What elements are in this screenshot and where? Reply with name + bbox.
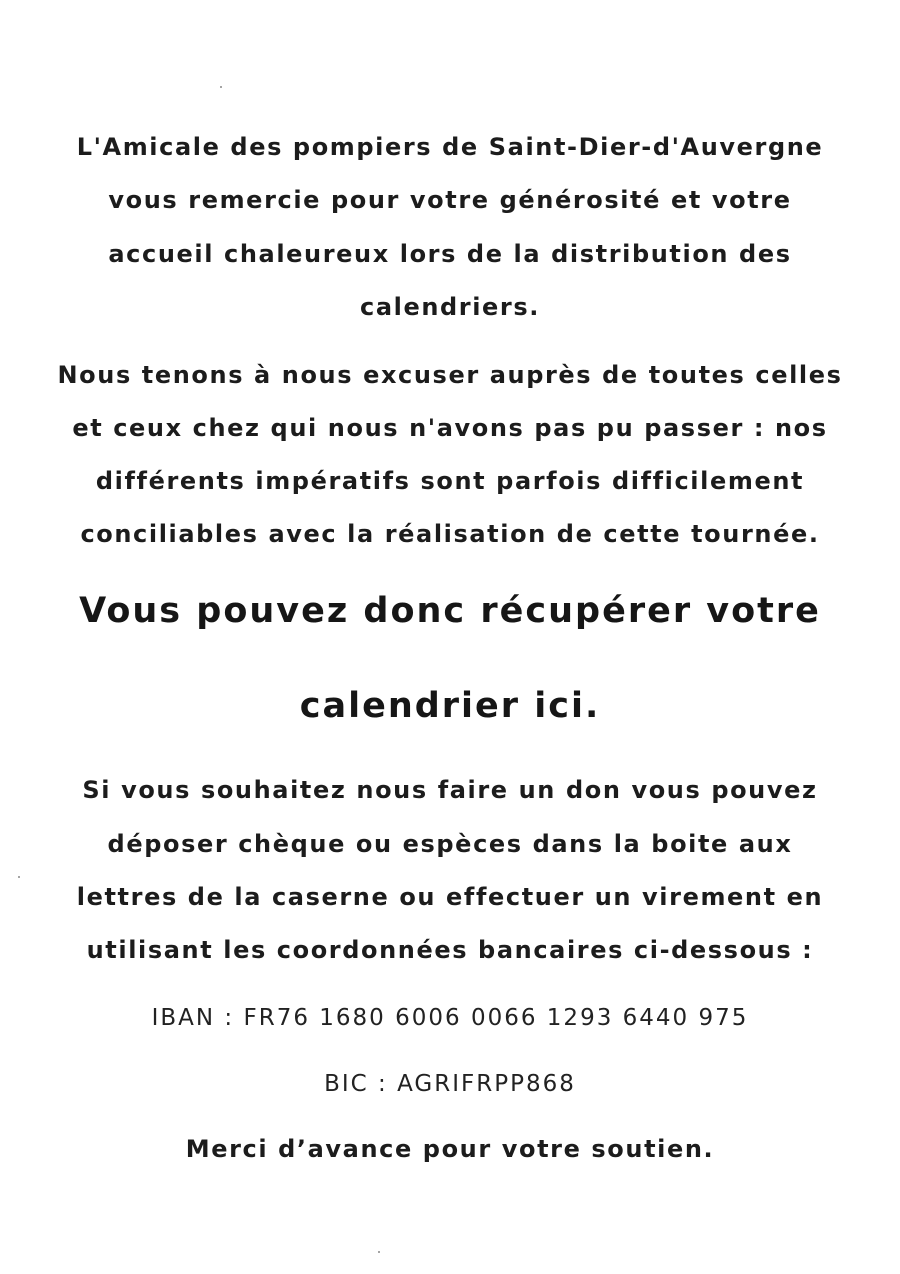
bic-line: BIC : AGRIFRPP868	[324, 1071, 576, 1097]
apology-line-1: Nous tenons à nous excuser auprès de toutes celles	[57, 361, 843, 389]
donation-line-3: lettres de la caserne ou effectuer un virement en	[76, 883, 824, 911]
scan-speck	[378, 1251, 380, 1253]
closing-line: Merci d’avance pour votre soutien.	[185, 1135, 715, 1163]
apology-line-4: conciliables avec la réalisation de cette tournée.	[80, 520, 820, 548]
apology-line-3: différents impératifs sont parfois difficilement	[95, 467, 805, 495]
headline-line-2: calendrier ici.	[299, 686, 601, 726]
scan-speck	[220, 86, 222, 88]
thanks-line-4: calendriers.	[360, 293, 540, 321]
thanks-line-2: vous remercie pour votre générosité et votre	[108, 186, 792, 214]
scan-speck	[18, 876, 20, 878]
iban-line: IBAN : FR76 1680 6006 0066 1293 6440 975	[151, 1005, 749, 1031]
thanks-line-3: accueil chaleureux lors de la distribution des	[108, 240, 792, 268]
headline-line-1: Vous pouvez donc récupérer votre	[79, 591, 821, 631]
apology-line-2: et ceux chez qui nous n'avons pas pu passer : nos	[72, 414, 828, 442]
donation-line-2: déposer chèque ou espèces dans la boite aux	[107, 830, 793, 858]
thanks-line-1: L'Amicale des pompiers de Saint-Dier-d'Auvergne	[76, 133, 824, 161]
donation-line-1: Si vous souhaitez nous faire un don vous pouvez	[82, 776, 818, 804]
donation-line-4: utilisant les coordonnées bancaires ci-dessous :	[86, 936, 814, 964]
